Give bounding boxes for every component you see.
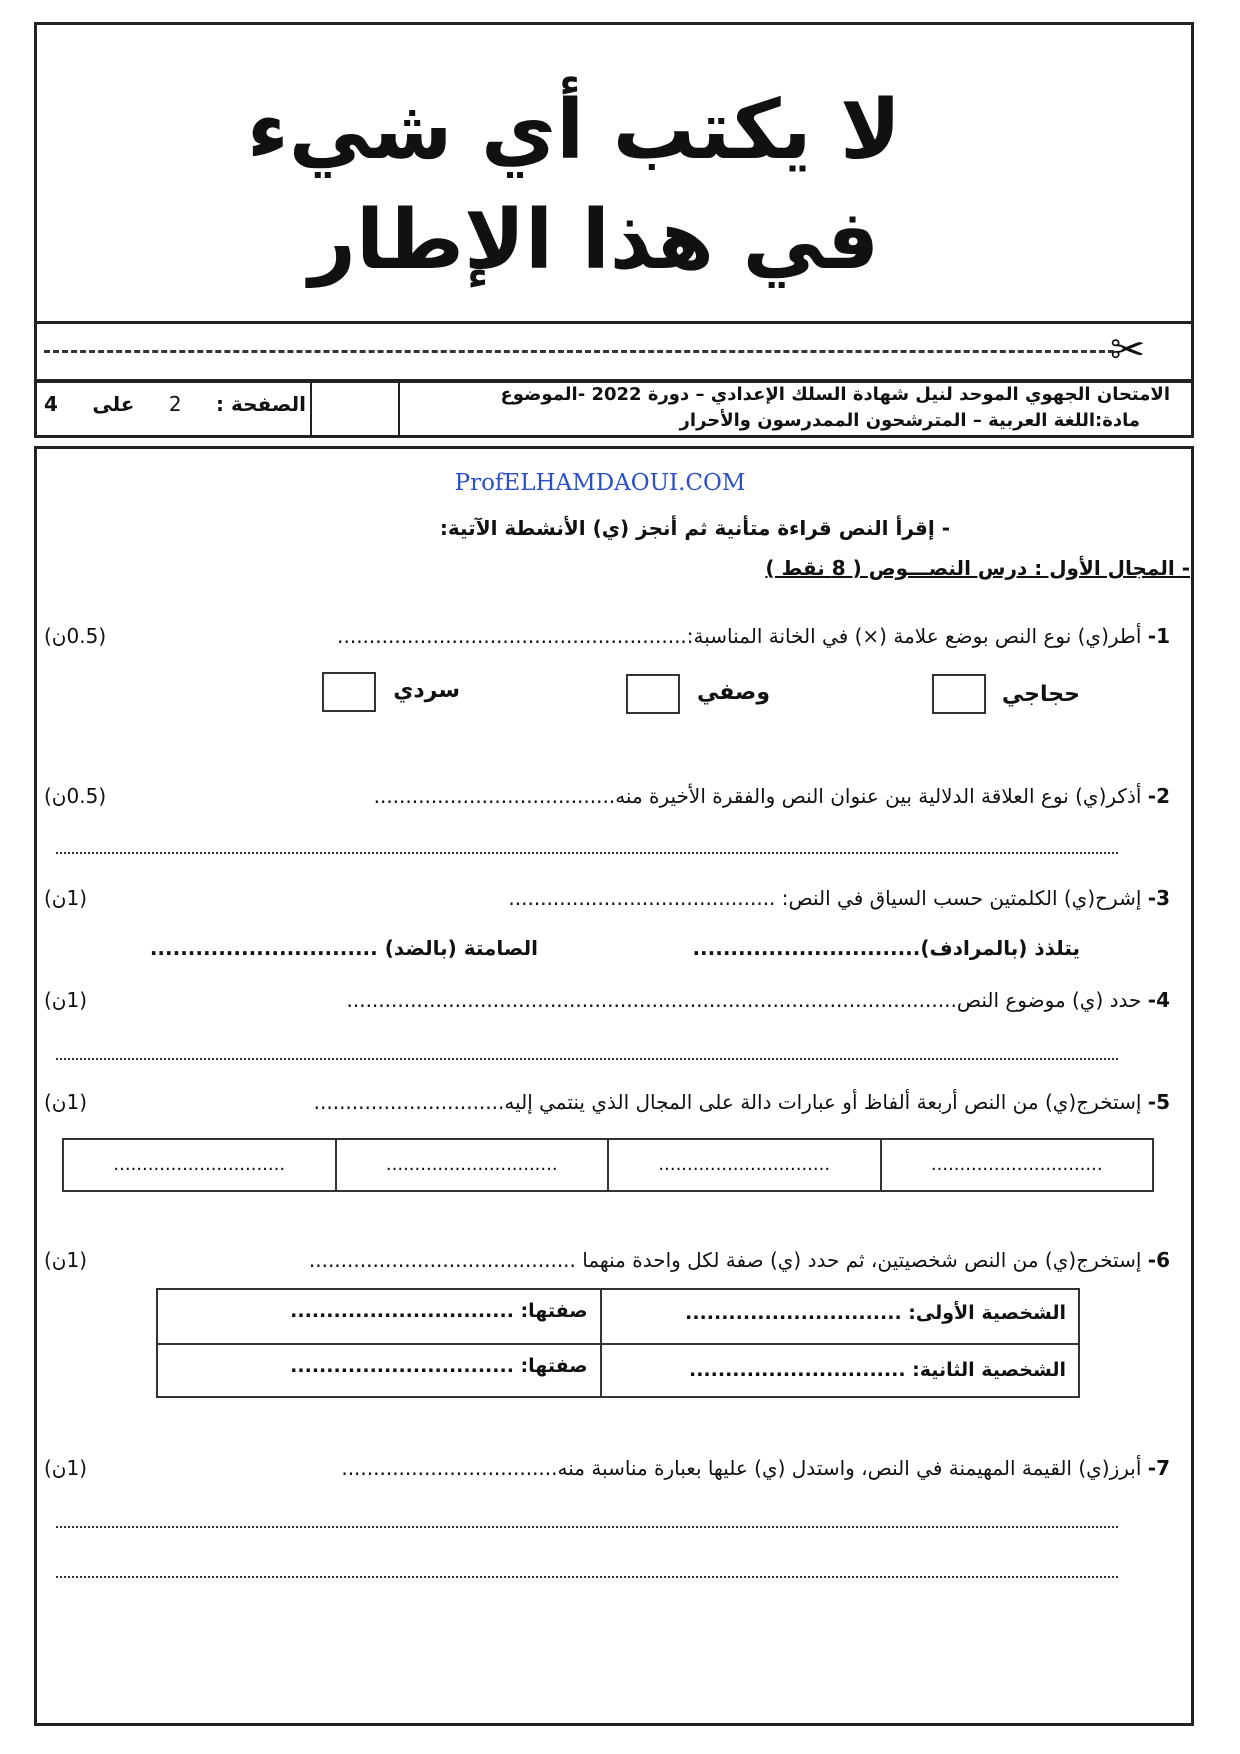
header-divider-1: [310, 380, 312, 438]
q4-answer-line[interactable]: [56, 1058, 1118, 1060]
question-1: [44, 624, 1170, 648]
page-label: الصفحة :: [216, 392, 306, 416]
q2-points: (0.5ن): [44, 784, 107, 808]
q4-points: (1ن): [44, 988, 88, 1012]
q1-number: 1-: [1147, 624, 1170, 648]
q1-points: (0.5ن): [44, 624, 107, 648]
q1-text: أطر(ي) نوع النص بوضع علامة (×) في الخانة المناسبة:.......................................................: [337, 624, 1142, 648]
q5-cell[interactable]: ..............................: [607, 1140, 880, 1190]
cut-strip: [34, 324, 1194, 382]
q3-word-1[interactable]: يتلذذ (بالمرادف)..............................: [692, 936, 1080, 960]
q2-text: أذكر(ي) نوع العلاقة الدلالية بين عنوان النص والفقرة الأخيرة منه......................................: [373, 784, 1142, 808]
q6-text: إستخرج(ي) من النص شخصيتين، ثم حدد (ي) صفة لكل واحدة منهما ..........................................: [308, 1248, 1142, 1272]
q7-text: أبرز(ي) القيمة المهيمنة في النص، واستدل (ي) عليها بعبارة مناسبة منه..................................: [341, 1456, 1142, 1480]
subject-line: مادة:اللغة العربية – المترشحون الممدرسون والأحرار: [679, 410, 1140, 431]
q6-table: [156, 1288, 1080, 1398]
q6-trait-2[interactable]: صفتها: ...............................: [290, 1355, 588, 1377]
q6-row: [158, 1290, 1078, 1345]
option-narrative-checkbox[interactable]: [322, 672, 376, 712]
option-argumentative-checkbox[interactable]: [932, 674, 986, 714]
q5-points: (1ن): [44, 1090, 88, 1114]
question-2: [44, 784, 1170, 808]
q3-word-2[interactable]: الصامتة (بالضد) ..............................: [149, 936, 538, 960]
q6-row: [158, 1345, 1078, 1398]
question-5: [44, 1090, 1170, 1114]
q3-text: إشرح(ي) الكلمتين حسب السياق في النص: ..........................................: [508, 886, 1142, 910]
q7-points: (1ن): [44, 1456, 88, 1480]
no-write-line1: لا يكتب أي شيء: [246, 83, 902, 178]
q2-number: 2-: [1147, 784, 1170, 808]
q5-cell[interactable]: ..............................: [880, 1140, 1153, 1190]
q3-number: 3-: [1147, 886, 1170, 910]
dashed-cut-line: [44, 350, 1114, 353]
no-write-line2: في هذا الإطار: [308, 193, 880, 288]
page-indicator: [44, 392, 306, 416]
q5-text: إستخرج(ي) من النص أربعة ألفاظ أو عبارات دالة على المجال الذي ينتمي إليه..............................: [313, 1090, 1142, 1114]
header-divider-2: [398, 380, 400, 438]
no-write-frame: [34, 22, 1194, 324]
option-descriptive-label: وصفي: [696, 680, 770, 705]
question-4: [44, 988, 1170, 1012]
page-current: 2: [168, 392, 182, 416]
instruction: - إقرأ النص قراءة متأنية ثم أنجز (ي) الأنشطة الآتية:: [439, 516, 950, 540]
section-title: - المجال الأول : درس النصـــوص ( 8 نقط ): [765, 556, 1190, 580]
page-total: 4: [44, 392, 58, 416]
q5-table: [62, 1138, 1154, 1192]
q5-cell[interactable]: ..............................: [335, 1140, 608, 1190]
q6-person-2[interactable]: الشخصية الثانية: ..............................: [600, 1345, 1078, 1398]
q3-points: (1ن): [44, 886, 88, 910]
watermark: ProfELHAMDAOUI.COM: [454, 470, 746, 496]
q5-cell[interactable]: ..............................: [113, 1154, 286, 1175]
option-descriptive-checkbox[interactable]: [626, 674, 680, 714]
q6-trait-1[interactable]: صفتها: ...............................: [290, 1300, 588, 1322]
q7-number: 7-: [1147, 1456, 1170, 1480]
q2-answer-line[interactable]: [56, 852, 1118, 854]
q6-person-1[interactable]: الشخصية الأولى: ..............................: [600, 1290, 1078, 1343]
q6-number: 6-: [1147, 1248, 1170, 1272]
q7-answer-line-1[interactable]: [56, 1526, 1118, 1528]
scissors-icon: ✂: [1110, 325, 1146, 374]
q4-text: حدد (ي) موضوع النص................................................................................................: [346, 988, 1142, 1012]
q4-number: 4-: [1147, 988, 1170, 1012]
question-6: [44, 1248, 1170, 1272]
option-narrative-label: سردي: [393, 678, 460, 703]
exam-title: الامتحان الجهوي الموحد لنيل شهادة السلك الإعدادي – دورة 2022 -الموضوع: [500, 384, 1170, 405]
question-3: [44, 886, 1170, 910]
q5-number: 5-: [1147, 1090, 1170, 1114]
q6-points: (1ن): [44, 1248, 88, 1272]
question-7: [44, 1456, 1170, 1480]
page-sep: على: [92, 392, 135, 416]
q7-answer-line-2[interactable]: [56, 1576, 1118, 1578]
option-argumentative-label: حجاجي: [1001, 682, 1080, 707]
